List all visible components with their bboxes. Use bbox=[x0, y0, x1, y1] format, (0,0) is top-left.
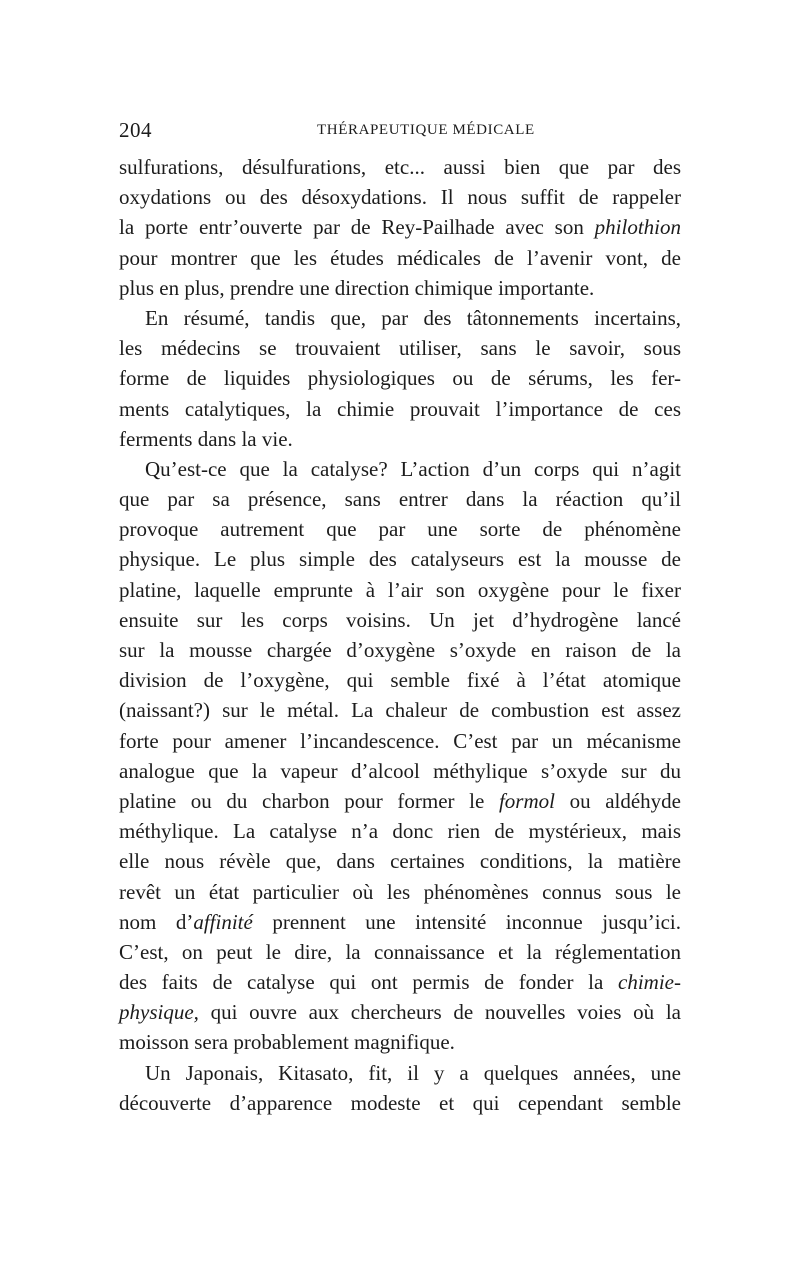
running-head-title: THÉRAPEUTIQUE MÉDICALE bbox=[317, 122, 535, 138]
text-line bbox=[119, 394, 681, 424]
text-line bbox=[119, 484, 681, 514]
text-line bbox=[119, 726, 681, 756]
text-line bbox=[119, 907, 681, 937]
text-segment: méthylique. La catalyse n’a donc rien de mystérieux, mais bbox=[119, 819, 681, 844]
italic-term: chimie- bbox=[618, 970, 681, 995]
text-segment: Un Japonais, Kitasato, fit, il y a quelques années, une bbox=[145, 1060, 681, 1085]
body-text bbox=[119, 152, 681, 1118]
text-line bbox=[119, 635, 681, 665]
text-line bbox=[119, 575, 681, 605]
text-segment: physique. Le plus simple des catalyseurs est la mousse de bbox=[119, 547, 681, 572]
text-line bbox=[119, 605, 681, 635]
text-segment: découverte d’apparence modeste et qui cependant semble bbox=[119, 1090, 681, 1115]
text-line bbox=[119, 786, 681, 816]
text-line bbox=[119, 1088, 681, 1118]
text-segment: ou aldéhyde bbox=[554, 788, 681, 813]
text-segment: sur la mousse chargée d’oxygène s’oxyde en raison de la bbox=[119, 638, 681, 662]
text-segment: nom d’ bbox=[119, 909, 194, 934]
text-segment: analogue que la vapeur d’alcool méthylique s’oxyde sur du bbox=[119, 758, 681, 783]
text-segment: forme de liquides physiologiques ou de sérums, les fer- bbox=[119, 366, 681, 391]
italic-term: physique, bbox=[119, 1000, 199, 1025]
text-segment: Qu’est-ce que la catalyse? L’action d’un corps qui n’agit bbox=[145, 456, 681, 481]
text-segment: pour montrer que les études médicales de l’avenir vont, de bbox=[119, 245, 681, 270]
text-line bbox=[119, 303, 681, 333]
text-segment: (naissant?) sur le métal. La chaleur de combustion est assez bbox=[119, 698, 681, 723]
text-line bbox=[119, 544, 681, 574]
text-line bbox=[119, 846, 681, 876]
text-segment: ensuite sur les corps voisins. Un jet d’hydrogène lancé bbox=[119, 607, 681, 632]
text-segment: des faits de catalyse qui ont permis de fonder la bbox=[119, 970, 619, 995]
text-segment: qui ouvre aux chercheurs de nouvelles voies où la bbox=[198, 1000, 681, 1025]
text-line bbox=[119, 152, 681, 182]
text-line bbox=[119, 182, 681, 212]
text-segment: plus en plus, prendre une direction chimique importante. bbox=[119, 275, 595, 300]
text-segment: elle nous révèle que, dans certaines conditions, la matière bbox=[119, 849, 681, 874]
running-head bbox=[119, 118, 681, 144]
italic-term: affinité bbox=[193, 909, 253, 934]
italic-term: formol bbox=[498, 788, 555, 813]
text-segment: la porte entr’ouverte par de Rey-Pailhade avec son bbox=[119, 215, 595, 240]
text-segment: platine ou du charbon pour former le bbox=[119, 788, 499, 813]
text-line bbox=[119, 695, 681, 725]
text-line bbox=[119, 243, 681, 273]
text-segment: oxydations ou des désoxydations. Il nous suffit de rappeler bbox=[119, 185, 681, 210]
text-segment: En résumé, tandis que, par des tâtonnements incertains, bbox=[145, 305, 681, 330]
text-segment: moisson sera probablement magnifique. bbox=[119, 1030, 455, 1055]
text-segment: prennent une intensité inconnue jusqu’ici. bbox=[252, 909, 681, 934]
text-line bbox=[119, 816, 681, 846]
page-number: 204 bbox=[119, 118, 152, 142]
text-line bbox=[119, 937, 681, 967]
text-line bbox=[119, 1058, 681, 1088]
text-line bbox=[119, 273, 681, 303]
text-line bbox=[119, 333, 681, 363]
text-line bbox=[119, 212, 681, 242]
text-segment: sulfurations, désulfurations, etc... aussi bien que par des bbox=[119, 155, 681, 179]
text-segment: ferments dans la vie. bbox=[119, 426, 293, 451]
text-line bbox=[119, 1027, 681, 1057]
text-segment: les médecins se trouvaient utiliser, sans le savoir, sous bbox=[119, 336, 681, 361]
italic-term: philothion bbox=[594, 215, 681, 240]
text-segment: ments catalytiques, la chimie prouvait l’importance de ces bbox=[119, 396, 681, 421]
text-line bbox=[119, 665, 681, 695]
text-line bbox=[119, 454, 681, 484]
text-line bbox=[119, 997, 681, 1027]
text-line bbox=[119, 967, 681, 997]
text-line bbox=[119, 756, 681, 786]
text-line bbox=[119, 424, 681, 454]
text-segment: forte pour amener l’incandescence. C’est par un mécanisme bbox=[119, 728, 681, 753]
text-segment: C’est, on peut le dire, la connaissance et la réglementation bbox=[119, 939, 681, 964]
text-segment: revêt un état particulier où les phénomènes connus sous le bbox=[119, 879, 681, 904]
text-line bbox=[119, 877, 681, 907]
text-segment: platine, laquelle emprunte à l’air son oxygène pour le fixer bbox=[119, 577, 681, 602]
text-segment: que par sa présence, sans entrer dans la réaction qu’il bbox=[119, 487, 681, 512]
text-line bbox=[119, 514, 681, 544]
text-segment: division de l’oxygène, qui semble fixé à l’état atomique bbox=[119, 668, 681, 693]
text-segment: provoque autrement que par une sorte de phénomène bbox=[119, 517, 681, 542]
text-line bbox=[119, 363, 681, 393]
